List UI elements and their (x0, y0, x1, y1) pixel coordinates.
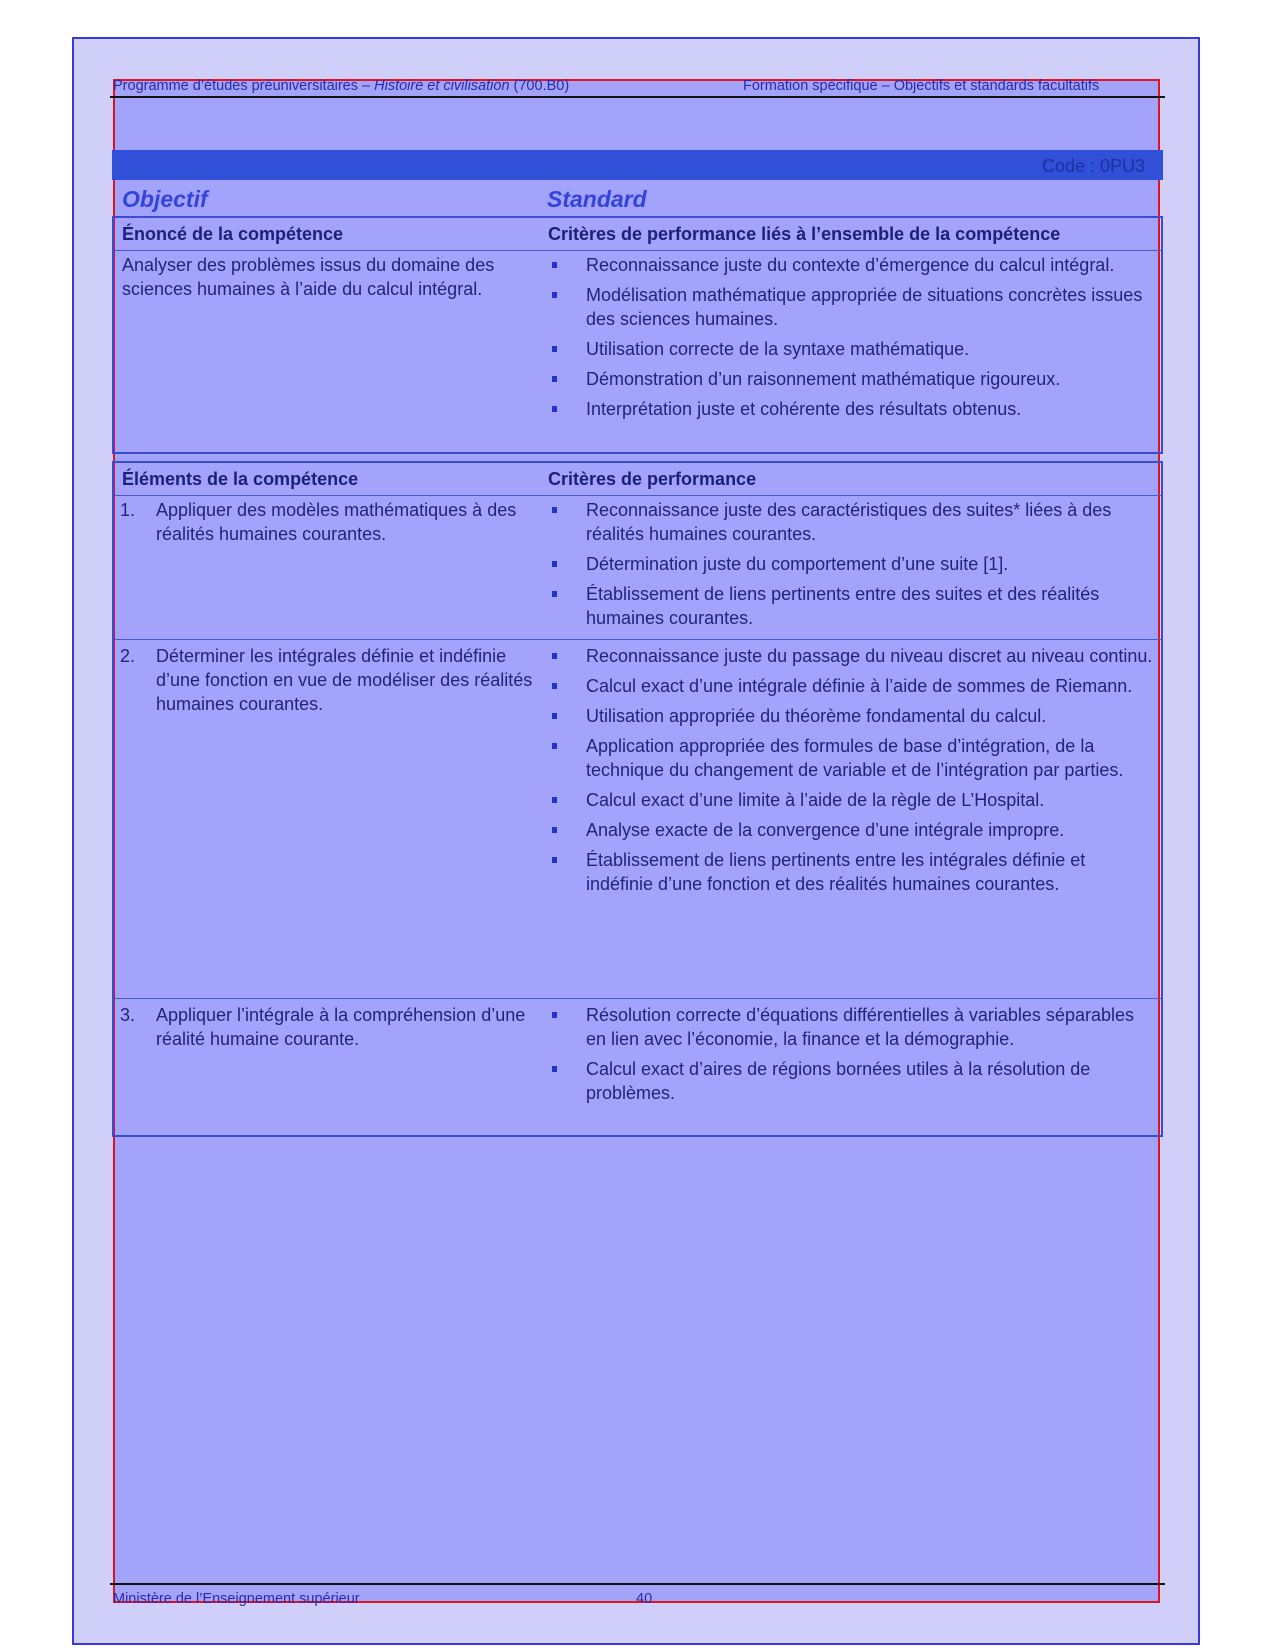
element-number: 2. (120, 646, 136, 666)
criteria-item: Modélisation mathématique appropriée de situations concrètes issues des sciences humaines. (550, 283, 1155, 331)
competence-statement-header: Énoncé de la compétence (122, 224, 344, 244)
element-text: Appliquer l’intégrale à la compréhension d’une réalité humaine courante. (156, 1005, 526, 1049)
element-text: Déterminer les intégrales définie et indéfinie d’une fonction en vue de modéliser des réalités humaines courantes. (156, 646, 533, 714)
criteria-item: Reconnaissance juste du contexte d’émergence du calcul intégral. (550, 253, 1155, 277)
header-program-code: (700.B0) (509, 78, 570, 94)
element-criteria-list (550, 644, 1155, 902)
competence-statement: Analyser des problèmes issus du domaine des sciences humaines à l’aide du calcul intégral. (122, 255, 495, 299)
criteria-item: Résolution correcte d’équations différentielles à variables séparables en lien avec l’économie, la finance et la démographie. (550, 1003, 1155, 1051)
criteria-item: Démonstration d’un raisonnement mathématique rigoureux. (550, 367, 1155, 391)
element-number: 1. (120, 500, 136, 520)
element-number: 3. (120, 1005, 136, 1025)
criteria-item: Reconnaissance juste des caractéristiques des suites* liées à des réalités humaines courantes. (550, 498, 1155, 546)
header-rule (110, 96, 1165, 98)
element-text: Appliquer des modèles mathématiques à des réalités humaines courantes. (156, 500, 517, 544)
code-bar (112, 150, 1163, 180)
element-row-3 (114, 999, 1161, 1135)
criteria-item: Calcul exact d’une limite à l’aide de la règle de L’Hospital. (550, 788, 1155, 812)
header-program (113, 78, 569, 94)
criteria-item: Application appropriée des formules de base d’intégration, de la technique du changement de variable et de l’intégration par parties. (550, 734, 1155, 782)
element-criteria-list (550, 1003, 1155, 1111)
competence-criteria-header: Critères de performance liés à l’ensemble de la compétence (548, 224, 1061, 244)
criteria-item: Interprétation juste et cohérente des résultats obtenus. (550, 397, 1155, 421)
standard-label: Standard (547, 186, 647, 212)
footer-ministry: Ministère de l’Enseignement supérieur (113, 1591, 360, 1607)
elements-header: Éléments de la compétence (122, 469, 359, 489)
header-section: Formation spécifique – Objectifs et standards facultatifs (743, 78, 1100, 94)
criteria-item: Utilisation correcte de la syntaxe mathématique. (550, 337, 1155, 361)
criteria-item: Reconnaissance juste du passage du niveau discret au niveau continu. (550, 644, 1155, 668)
footer-rule (110, 1583, 1165, 1585)
elements-header-row (114, 463, 1161, 496)
competence-criteria-list (550, 253, 1155, 427)
criteria-item: Calcul exact d’une intégrale définie à l’aide de sommes de Riemann. (550, 674, 1155, 698)
element-criteria-list (550, 498, 1155, 636)
criteria-item: Détermination juste du comportement d’une suite [1]. (550, 552, 1155, 576)
header-program-prefix: Programme d’études préuniversitaires – (113, 78, 375, 94)
objective-label: Objectif (122, 186, 208, 212)
elements-table (112, 461, 1163, 1137)
element-row-2 (114, 640, 1161, 999)
element-row-1 (114, 496, 1161, 640)
competence-body-row (114, 251, 1161, 451)
criteria-item: Établissement de liens pertinents entre les intégrales définie et indéfinie d’une fonction et des réalités humaines courantes. (550, 848, 1155, 896)
page-number: 40 (636, 1591, 653, 1607)
competence-header-row (114, 218, 1161, 251)
criteria-item: Analyse exacte de la convergence d’une intégrale impropre. (550, 818, 1155, 842)
criteria-item: Établissement de liens pertinents entre des suites et des réalités humaines courantes. (550, 582, 1155, 630)
criteria-item: Calcul exact d’aires de régions bornées utiles à la résolution de problèmes. (550, 1057, 1155, 1105)
competence-table (112, 216, 1163, 454)
header-program-title: Histoire et civilisation (374, 78, 510, 94)
code-label: Code : 0PU3 (1041, 156, 1145, 176)
elements-criteria-header: Critères de performance (548, 469, 757, 489)
criteria-item: Utilisation appropriée du théorème fondamental du calcul. (550, 704, 1155, 728)
